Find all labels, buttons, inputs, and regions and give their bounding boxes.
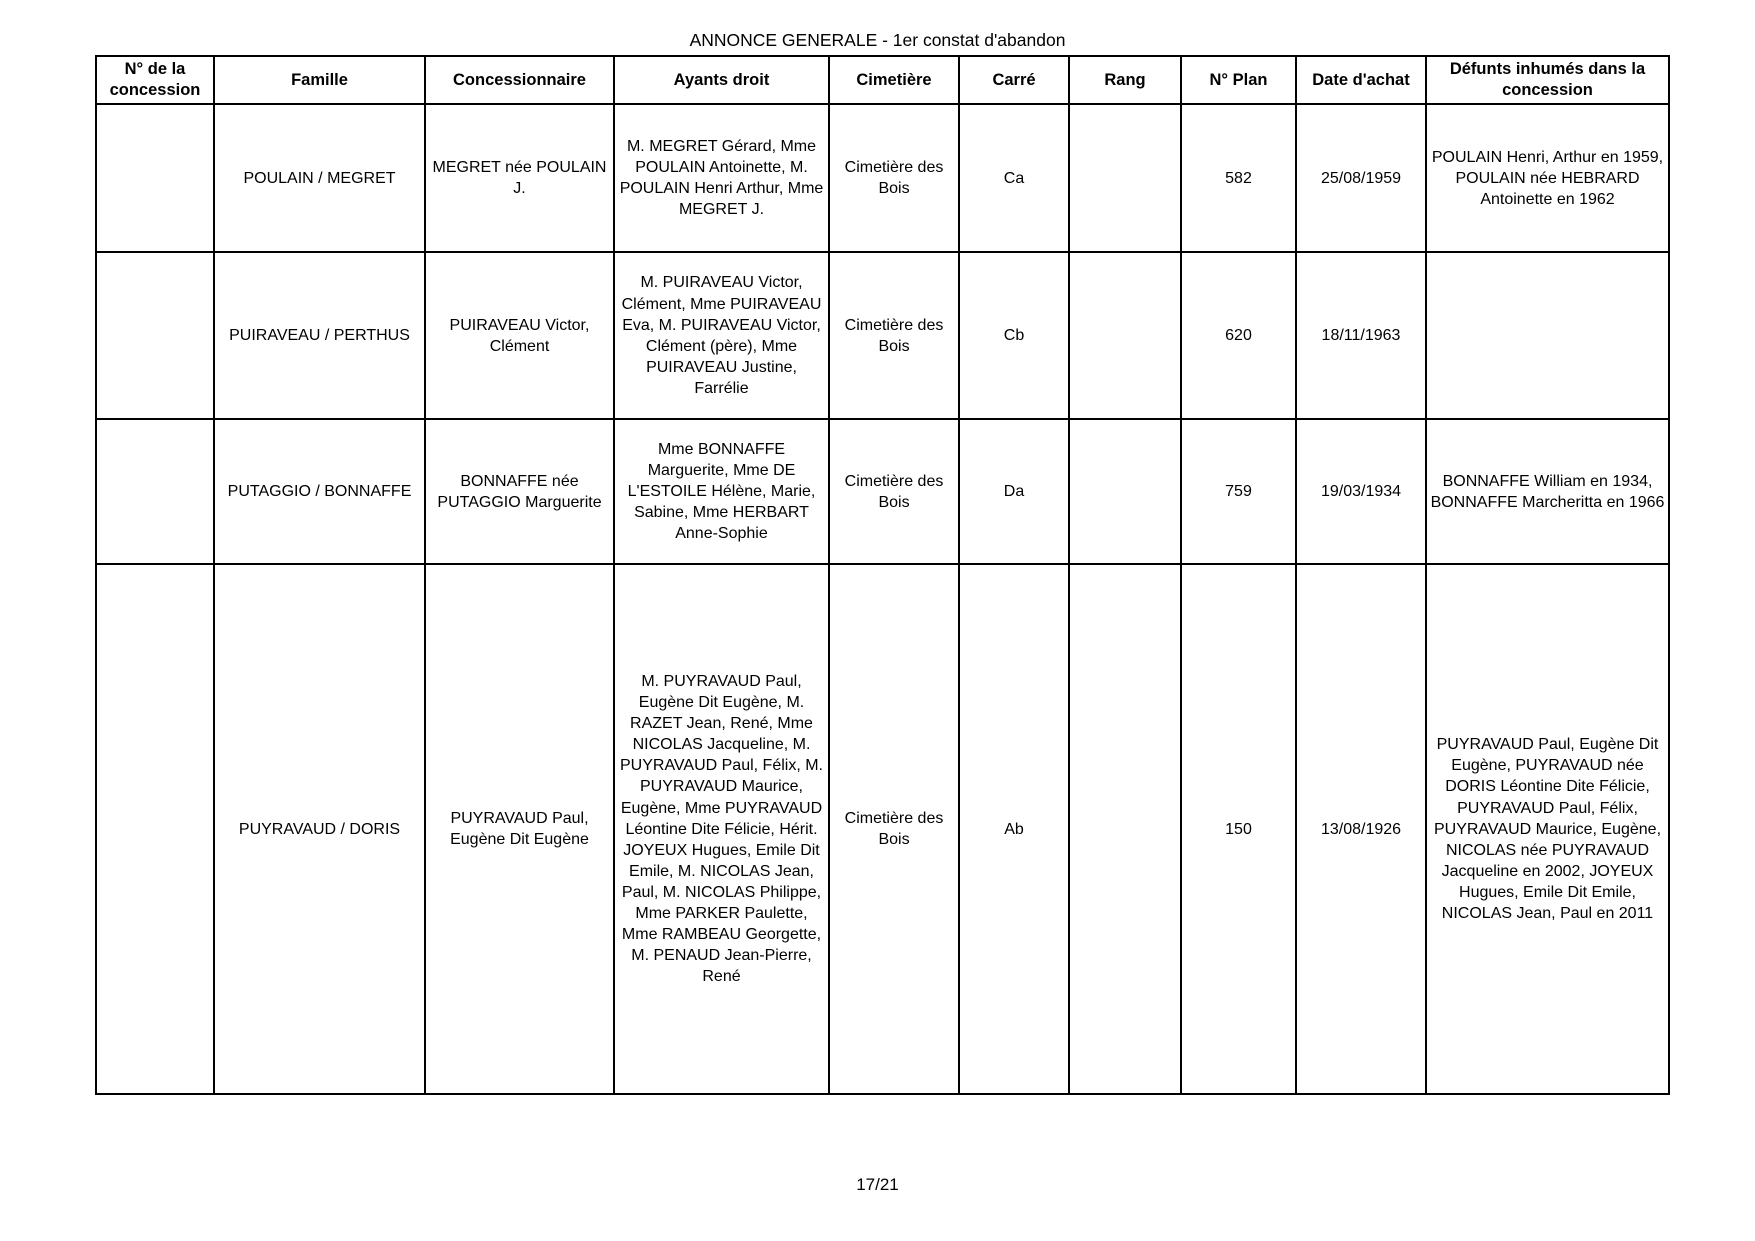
header-concession-number: N° de la concession: [96, 56, 214, 104]
cell-carre: Da: [959, 419, 1069, 564]
cell-cimetiere: Cimetière des Bois: [829, 419, 959, 564]
header-date-achat: Date d'achat: [1296, 56, 1426, 104]
cell-rang: [1069, 419, 1181, 564]
cell-famille: PUTAGGIO / BONNAFFE: [214, 419, 425, 564]
table-header-row: [96, 56, 1669, 104]
cell-concession-number: [96, 419, 214, 564]
header-defunts: Défunts inhumés dans la concession: [1426, 56, 1669, 104]
cell-defunts: PUYRAVAUD Paul, Eugène Dit Eugène, PUYRAVAUD née DORIS Léontine Dite Félicie, PUYRAVAUD Paul, Félix, PUYRAVAUD Maurice, Eugène, NICOLAS née PUYRAVAUD Jacqueline en 2002, JOYEUX Hugues, Emile Dit Emile, NICOLAS Jean, Paul en 2011: [1426, 564, 1669, 1094]
header-plan: N° Plan: [1181, 56, 1296, 104]
cell-defunts: POULAIN Henri, Arthur en 1959, POULAIN née HEBRARD Antoinette en 1962: [1426, 104, 1669, 252]
cell-cimetiere: Cimetière des Bois: [829, 104, 959, 252]
cell-rang: [1069, 252, 1181, 419]
cell-ayants-droit: M. MEGRET Gérard, Mme POULAIN Antoinette, M. POULAIN Henri Arthur, Mme MEGRET J.: [614, 104, 829, 252]
cell-famille: PUIRAVEAU / PERTHUS: [214, 252, 425, 419]
cell-famille: POULAIN / MEGRET: [214, 104, 425, 252]
cell-rang: [1069, 104, 1181, 252]
cell-concessionnaire: PUIRAVEAU Victor, Clément: [425, 252, 614, 419]
cell-plan: 759: [1181, 419, 1296, 564]
cell-date-achat: 13/08/1926: [1296, 564, 1426, 1094]
cell-carre: Ca: [959, 104, 1069, 252]
header-rang: Rang: [1069, 56, 1181, 104]
cell-carre: Ab: [959, 564, 1069, 1094]
cell-concession-number: [96, 564, 214, 1094]
cell-plan: 620: [1181, 252, 1296, 419]
concessions-table: [95, 55, 1670, 1095]
page-number: 17/21: [856, 1175, 899, 1194]
cell-ayants-droit: M. PUIRAVEAU Victor, Clément, Mme PUIRAVEAU Eva, M. PUIRAVEAU Victor, Clément (père), Mme PUIRAVEAU Justine, Farrélie: [614, 252, 829, 419]
cell-ayants-droit: M. PUYRAVAUD Paul, Eugène Dit Eugène, M. RAZET Jean, René, Mme NICOLAS Jacqueline, M. PUYRAVAUD Paul, Félix, M. PUYRAVAUD Maurice, Eugène, Mme PUYRAVAUD Léontine Dite Félicie, Hérit. JOYEUX Hugues, Emile Dit Emile, M. NICOLAS Jean, Paul, M. NICOLAS Philippe, Mme PARKER Paulette, Mme RAMBEAU Georgette, M. PENAUD Jean-Pierre, René: [614, 564, 829, 1094]
header-ayants-droit: Ayants droit: [614, 56, 829, 104]
cell-date-achat: 25/08/1959: [1296, 104, 1426, 252]
header-cimetiere: Cimetière: [829, 56, 959, 104]
cell-rang: [1069, 564, 1181, 1094]
cell-concessionnaire: PUYRAVAUD Paul, Eugène Dit Eugène: [425, 564, 614, 1094]
cell-concession-number: [96, 252, 214, 419]
cell-concession-number: [96, 104, 214, 252]
header-carre: Carré: [959, 56, 1069, 104]
cell-date-achat: 18/11/1963: [1296, 252, 1426, 419]
cell-defunts: BONNAFFE William en 1934, BONNAFFE Marcheritta en 1966: [1426, 419, 1669, 564]
cell-date-achat: 19/03/1934: [1296, 419, 1426, 564]
cell-ayants-droit: Mme BONNAFFE Marguerite, Mme DE L'ESTOILE Hélène, Marie, Sabine, Mme HERBART Anne-Sophie: [614, 419, 829, 564]
cell-carre: Cb: [959, 252, 1069, 419]
table-row: [96, 252, 1669, 419]
cell-plan: 150: [1181, 564, 1296, 1094]
cell-concessionnaire: BONNAFFE née PUTAGGIO Marguerite: [425, 419, 614, 564]
table-row: [96, 419, 1669, 564]
cell-defunts: [1426, 252, 1669, 419]
header-famille: Famille: [214, 56, 425, 104]
header-concessionnaire: Concessionnaire: [425, 56, 614, 104]
table-row: [96, 564, 1669, 1094]
cell-concessionnaire: MEGRET née POULAIN J.: [425, 104, 614, 252]
cell-plan: 582: [1181, 104, 1296, 252]
cell-cimetiere: Cimetière des Bois: [829, 564, 959, 1094]
cell-famille: PUYRAVAUD / DORIS: [214, 564, 425, 1094]
page-title: ANNONCE GENERALE - 1er constat d'abandon: [689, 30, 1066, 50]
cell-cimetiere: Cimetière des Bois: [829, 252, 959, 419]
table-row: [96, 104, 1669, 252]
